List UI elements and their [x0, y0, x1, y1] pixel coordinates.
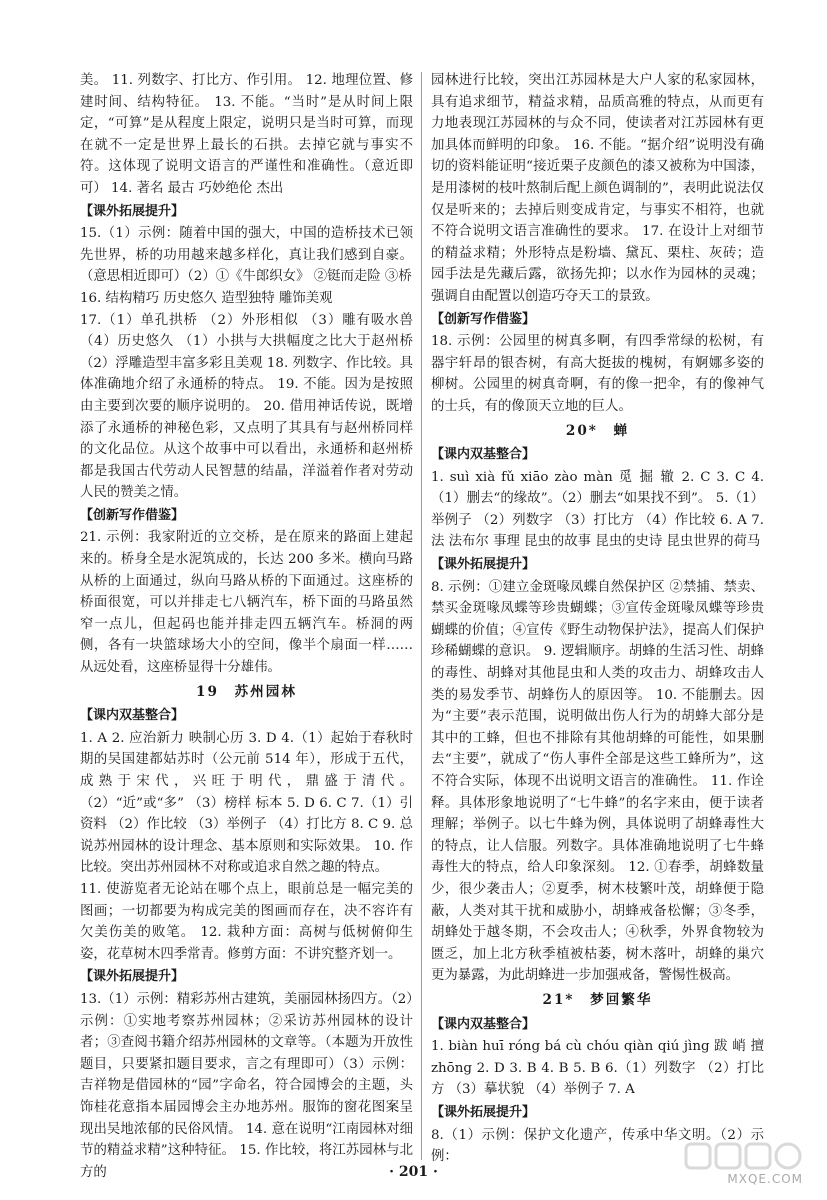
right-column [431, 70, 764, 1165]
answer-paragraph: 8.（1）示例：保护文化遗产，传承中华文明。（2）示例： [431, 1127, 764, 1165]
lesson-title: 20* 蝉 [565, 422, 630, 439]
watermark-text: MXQE.COM [727, 1172, 803, 1186]
answer-paragraph: 园林进行比较，突出江苏园林是大户人家的私家园林，具有追求细节，精益求精，品质高雅的特点，从而更有力地表现江苏园林的与众不同，使读者对江苏园林有更加具体而鲜明的印象。 16. 不能。“据介绍”说明没有确切的资料能证明“接近栗子皮颜色的漆又被称为中国漆，是用漆树的枝叶熬制后配上颜色调制的”，表明此说法仅仅是听来的；去掉后则变成肯定，与事实不相符，也就不符合说明文语言准确性的要求。 17. 在设计上对细节的精益求精；外形特点是粉墙、黛瓦、栗柱、灰砖；造园手法是先藏后露，欲扬先抑；以水作为园林的灵魂；强调自由配置以创造巧夺天工的景致。 [431, 73, 764, 304]
section-heading: 【课外拓展提升】 [431, 1104, 536, 1120]
answer-paragraph: 美。 11. 列数字、打比方、作引用。 12. 地理位置、修建时间、结构特征。 13. 不能。“当时”是从时间上限定，“可算”是从程度上限定，说明只是当时可算，而现在就不一定是世界上最长的石拱。去掉它就与事实不符。这体现了说明文语言的严谨性和准确性。（意近即可） 14. 著名 最古 巧妙绝伦 杰出 [80, 73, 413, 196]
answer-paragraph: 21. 示例：我家附近的立交桥，是在原来的路面上建起来的。桥身全是水泥筑成的，长达 200 多米。横向马路从桥的上面通过，纵向马路从桥的下面通过。这座桥的桥面很宽，可以并排走七八辆汽车，桥下面的马路虽然窄一点儿，但起码也能并排走四五辆汽车。桥洞的两侧，各有一块篮球场大小的空间，像半个扇面一样……从远处看，这座桥显得十分雄伟。 [80, 530, 413, 676]
left-column [80, 70, 413, 1180]
section-heading: 【课内双基整合】 [431, 1016, 536, 1032]
answer-paragraph: 11. 使游览者无论站在哪个点上，眼前总是一幅完美的图画；一切都要为构成完美的图画而存在，决不容许有欠美伤美的败笔。 12. 栽种方面：高树与低树俯仰生姿，花草树木四季常青。修剪方面：不讲究整齐划一。 [80, 881, 413, 962]
answer-paragraph: 18. 示例：公园里的树真多啊，有四季常绿的松树，有器宇轩昂的银杏树，有高大挺拔的槐树，有婀娜多姿的柳树。公园里的树真奇啊，有的像一把伞，有的像神气的士兵，有的像顶天立地的巨人。 [431, 334, 764, 414]
page-number: · 201 · [389, 1164, 438, 1180]
section-heading: 【创新写作借鉴】 [431, 311, 536, 327]
lesson-title: 21* 梦回繁华 [542, 991, 653, 1008]
section-heading: 【创新写作借鉴】 [80, 507, 185, 523]
section-heading: 【课外拓展提升】 [80, 203, 185, 219]
answer-paragraph: 8. 示例：①建立金斑喙凤蝶自然保护区 ②禁捕、禁卖、禁买金斑喙凤蝶等珍贵蝴蝶；③宣传金斑喙凤蝶等珍贵蝴蝶的价值；④宣传《野生动物保护法》，提高人们保护珍稀蝴蝶的意识。 9. 逻辑顺序。胡蜂的生活习性、胡蜂的毒性、胡蜂对其他昆虫和人类的攻击力、胡蜂攻击人类的易发季节、胡蜂伤人的原因等。 10. 不能删去。因为“主要”表示范围，说明做出伤人行为的胡蜂大部分是其中的工蜂，但也不排除有其他胡蜂的可能性，如果删去“主要”，就成了“伤人事件全部是这些工蜂所为”，这不符合实际，体现不出说明文语言的准确性。 11. 作诠释。具体形象地说明了“七牛蜂”的名字来由，便于读者理解；举例子。以七牛蜂为例，具体说明了胡蜂毒性大的特点，让人信服。列数字。具体准确地说明了七牛蜂毒性大的特点，给人印象深刻。 12. ①春季，胡蜂数量少，很少袭击人；②夏季，树木枝繁叶茂，胡蜂便于隐蔽，人类对其干扰和威胁小，胡蜂戒备松懈；③冬季，胡蜂处于越冬期，不会攻击人；④秋季，外界食物较为匮乏，加上北方秋季植被枯萎，树木落叶，胡蜂的巢穴更为暴露，为此胡蜂进一步加强戒备，警惕性极高。 [431, 579, 764, 984]
section-heading: 【课外拓展提升】 [431, 557, 536, 573]
answer-paragraph: 1. suì xià fǔ xiāo zào màn 觅 掘 辙 2. C 3. C 4.（1）删去“的缘故”。（2）删去“如果找不到”。 5.（1）举例子 （2）列数字 （3）打比方 （4）作比较 6. A 7. 法 法布尔 事理 昆虫的故事 昆虫的史诗 昆虫世界的荷马 [431, 469, 764, 550]
answer-paragraph: 16. 结构精巧 历史悠久 造型独特 雕饰美观 [80, 290, 333, 306]
section-heading: 【课外拓展提升】 [80, 969, 185, 985]
column-divider [421, 72, 422, 1160]
section-heading: 【课内双基整合】 [80, 708, 185, 724]
answer-paragraph: 1. A 2. 应治新力 映制心历 3. D 4.（1）起始于春秋时期的吴国建都姑苏时（公元前 514 年），形成于五代，成熟于宋代，兴旺于明代，鼎盛于清代。（2）“近”或“多” （3）榜样 标本 5. D 6. C 7.（1）引资料 （2）作比较 （3）举例子 （4）打比方 8. C 9. 总说苏州园林的设计理念、基本原则和实际效果。 10. 作比较。突出苏州园林不对称或追求自然之趣的特点。 [80, 730, 413, 876]
answer-paragraph: 17.（1）单孔拱桥 （2）外形相似 （3）雕有吸水兽 （4）历史悠久 （1）小拱与大拱幅度之比大于赵州桥 （2）浮雕造型丰富多彩且美观 18. 列数字、作比较。具体准确地介绍了永通桥的特点。 19. 不能。因为是按照由主要到次要的顺序说明的。 20. 借用神话传说，既增添了永通桥的神秘色彩，又点明了其具有与赵州桥同样的文化品位。从这个故事中可以看出，永通桥和赵州桥都是我国古代劳动人民智慧的结晶，洋溢着作者对劳动人民的赞美之情。 [80, 312, 413, 501]
answer-paragraph: 15.（1）示例：随着中国的强大，中国的造桥技术已领先世界，桥的功用越来越多样化，真让我们感到自豪。（意思相近即可）（2）①《牛郎织女》 ②铤而走险 ③桥 [80, 226, 413, 285]
lesson-title: 19 苏州园林 [196, 683, 297, 700]
answer-paragraph: 1. biàn huī róng bá cù chóu qiàn qiú jìng 跋 峭 擅 zhōng 2. D 3. B 4. B 5. B 6.（1）列数字 （2）打比方 （3）摹状貌 （4）举例子 7. A [431, 1039, 764, 1098]
answer-paragraph: 13.（1）示例：精彩苏州古建筑，美丽园林扬四方。（2）示例：①实地考察苏州园林；②采访苏州园林的设计者；③查阅书籍介绍苏州园林的文章等。（本题为开放性题目，只要紧扣题目要求，言之有理即可）（3）示例：吉祥物是借园林的“园”字命名，符合园博会的主题，头饰桂花意指本届园博会主办地苏州。服饰的窗花图案呈现出吴地浓郁的民俗风情。 14. 意在说明“江南园林对细节的精益求精”这种特征。 15. 作比较，将江苏园林与北方的 [80, 991, 413, 1180]
section-heading: 【课内双基整合】 [431, 447, 536, 463]
